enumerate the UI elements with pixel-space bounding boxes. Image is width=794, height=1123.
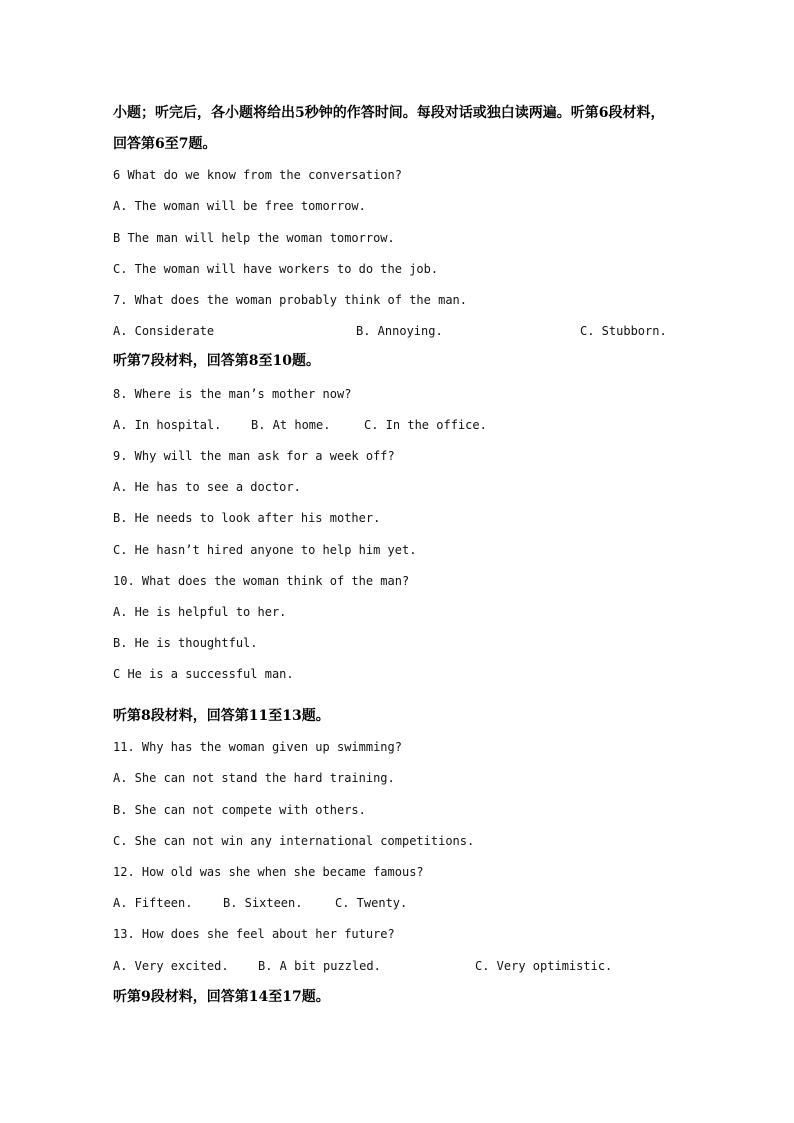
question-13-stem: 13. How does she feel about her future? — [113, 927, 395, 941]
question-6-option-a: A. The woman will be free tomorrow. — [113, 199, 366, 213]
question-12-option-a: A. Fifteen. — [113, 896, 193, 910]
question-10-option-c: C He is a successful man. — [113, 667, 294, 681]
question-11-option-b: B. She can not compete with others. — [113, 803, 366, 817]
section-7-heading: 听第7段材料，回答第8至10题。 — [113, 353, 320, 369]
question-9-option-c: C. He hasn’t hired anyone to help him yet. — [113, 543, 417, 557]
question-8-option-b: B. At home. — [251, 418, 331, 432]
question-12-option-c: C. Twenty. — [335, 896, 408, 910]
section-8-heading: 听第8段材料，回答第11至13题。 — [113, 708, 330, 724]
question-8-stem: 8. Where is the man’s mother now? — [113, 387, 352, 401]
question-7-option-a: A. Considerate — [113, 324, 215, 338]
question-6-stem: 6 What do we know from the conversation? — [113, 168, 402, 182]
instructions-line-2: 回答第6至7题。 — [113, 136, 217, 152]
question-6-option-b: B The man will help the woman tomorrow. — [113, 231, 395, 245]
question-9-option-b: B. He needs to look after his mother. — [113, 511, 381, 525]
question-9-option-a: A. He has to see a doctor. — [113, 480, 301, 494]
question-8-option-c: C. In the office. — [364, 418, 487, 432]
question-10-stem: 10. What does the woman think of the man? — [113, 574, 410, 588]
question-12-option-b: B. Sixteen. — [223, 896, 303, 910]
question-13-option-a: A. Very excited. — [113, 959, 229, 973]
question-8-option-a: A. In hospital. — [113, 418, 222, 432]
question-6-option-c: C. The woman will have workers to do the job. — [113, 262, 439, 276]
question-7-option-c: C. Stubborn. — [580, 324, 667, 338]
question-11-option-c: C. She can not win any international competitions. — [113, 834, 475, 848]
instructions-line-1: 小题；听完后，各小题将给出5秒钟的作答时间。每段对话或独白读两遍。听第6段材料， — [113, 105, 665, 121]
question-10-option-a: A. He is helpful to her. — [113, 605, 287, 619]
section-9-heading: 听第9段材料，回答第14至17题。 — [113, 989, 330, 1005]
question-13-option-c: C. Very optimistic. — [475, 959, 613, 973]
question-13-option-b: B. A bit puzzled. — [258, 959, 381, 973]
question-7-option-b: B. Annoying. — [356, 324, 443, 338]
question-7-stem: 7. What does the woman probably think of the man. — [113, 293, 468, 307]
question-11-stem: 11. Why has the woman given up swimming? — [113, 740, 402, 754]
question-9-stem: 9. Why will the man ask for a week off? — [113, 449, 395, 463]
question-12-stem: 12. How old was she when she became famous? — [113, 865, 424, 879]
question-11-option-a: A. She can not stand the hard training. — [113, 771, 395, 785]
question-10-option-b: B. He is thoughtful. — [113, 636, 258, 650]
